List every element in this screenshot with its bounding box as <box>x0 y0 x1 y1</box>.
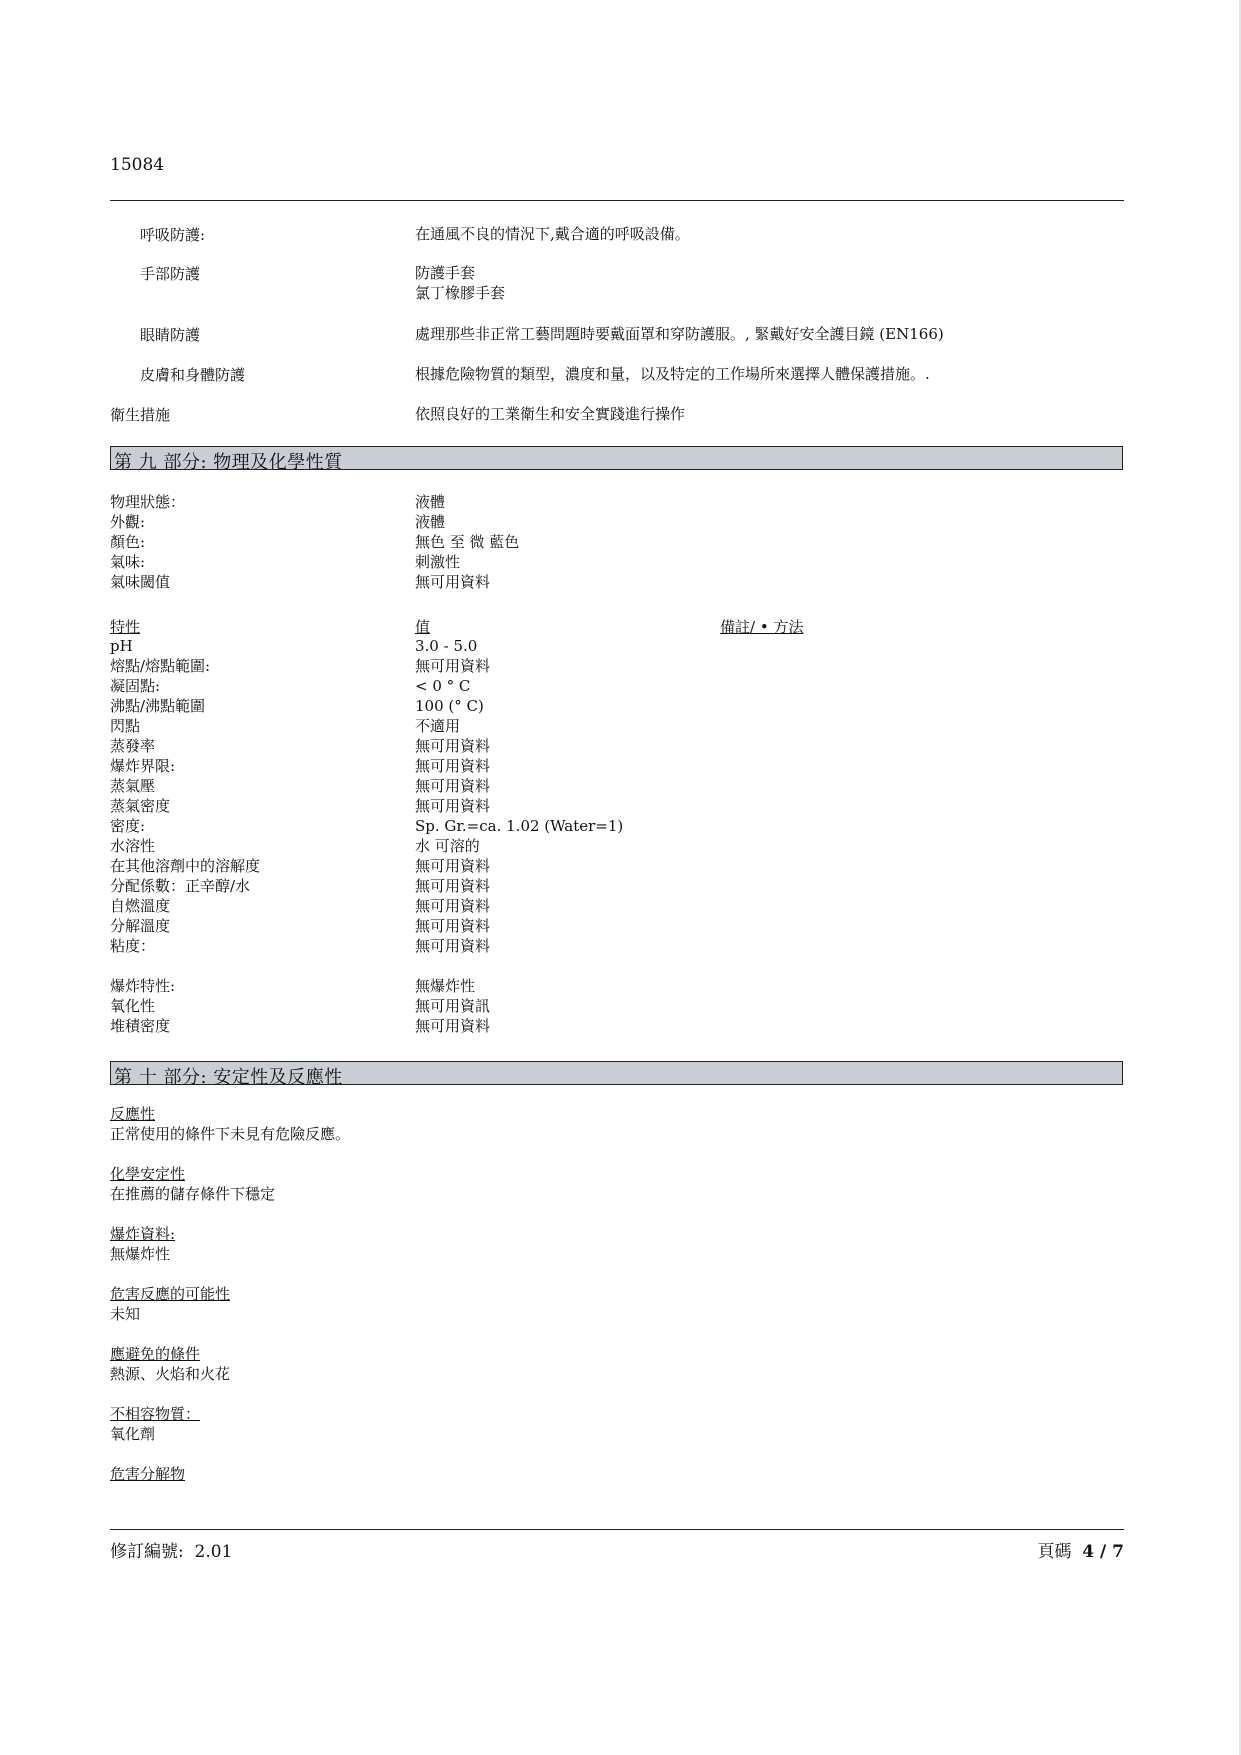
ppe-value: 處理那些非正常工藝問題時要戴面罩和穿防護服。, 緊戴好安全護目鏡 (EN166) <box>415 325 944 343</box>
property-name: 外觀: <box>110 513 146 531</box>
property-name: 蒸氣壓 <box>110 777 156 795</box>
property-value: 無可用資料 <box>415 1017 491 1035</box>
extra-property-row <box>0 976 1241 996</box>
stability-heading: 化學安定性 <box>110 1165 186 1183</box>
section-title: 第 九 部分: 物理及化學性質 <box>114 452 343 473</box>
column-header-value: 值 <box>415 618 431 636</box>
property-row <box>0 756 1241 776</box>
footer-rule <box>110 1529 1124 1530</box>
property-row <box>0 936 1241 956</box>
ppe-row-hand <box>0 263 1241 302</box>
stability-item <box>110 1164 275 1204</box>
property-name: 水溶性 <box>110 837 156 855</box>
basic-property-row <box>0 512 1241 532</box>
stability-heading: 應避免的條件 <box>110 1345 201 1363</box>
ppe-value: 依照良好的工業衛生和安全實踐進行操作 <box>415 405 686 423</box>
property-name: 氣味閾值 <box>110 573 171 591</box>
property-row <box>0 916 1241 936</box>
stability-heading: 反應性 <box>110 1105 156 1123</box>
property-value: 無可用資料 <box>415 657 491 675</box>
ppe-row-eye <box>0 324 1241 348</box>
property-value: 無可用資料 <box>415 777 491 795</box>
property-row <box>0 836 1241 856</box>
ppe-row-hygiene <box>0 404 1241 428</box>
property-value: 無可用資料 <box>415 877 491 895</box>
property-value: 100 (° C) <box>415 697 484 715</box>
property-row <box>0 876 1241 896</box>
property-name: 氧化性 <box>110 997 156 1015</box>
property-name: 爆炸界限: <box>110 757 176 775</box>
property-name: 沸點/沸點範圍 <box>110 697 206 715</box>
property-value: 無可用資料 <box>415 897 491 915</box>
revision-label: 修訂編號: <box>110 1542 184 1562</box>
stability-item <box>110 1104 350 1144</box>
property-row <box>0 636 1241 656</box>
property-value: 液體 <box>415 493 446 511</box>
stability-item <box>110 1224 175 1264</box>
property-name: 分解溫度 <box>110 917 171 935</box>
stability-text: 正常使用的條件下未見有危險反應。 <box>110 1125 351 1143</box>
basic-property-row <box>0 552 1241 572</box>
ppe-label: 眼睛防護 <box>140 326 201 344</box>
property-value: 刺激性 <box>415 553 461 571</box>
property-name: 粘度： <box>110 937 156 955</box>
property-value: 無可用資料 <box>415 573 491 591</box>
property-name: 分配係數：正辛醇/水 <box>110 877 251 895</box>
revision-value: 2.01 <box>194 1542 233 1562</box>
stability-item <box>110 1284 230 1324</box>
stability-text: 未知 <box>110 1305 141 1323</box>
property-row <box>0 696 1241 716</box>
property-value: 無可用資料 <box>415 737 491 755</box>
property-value: 無可用資料 <box>415 937 491 955</box>
stability-heading: 危害分解物 <box>110 1465 186 1483</box>
stability-item <box>110 1464 185 1484</box>
section-9-header <box>110 446 1123 473</box>
ppe-value: 防護手套 <box>415 264 476 282</box>
property-value: 無爆炸性 <box>415 977 476 995</box>
property-name: 閃點 <box>110 717 141 735</box>
property-row <box>0 896 1241 916</box>
stability-text: 在推薦的儲存條件下穩定 <box>110 1185 276 1203</box>
section-10-header <box>110 1061 1123 1088</box>
ppe-value: 根據危險物質的類型，濃度和量，以及特定的工作場所來選擇人體保護措施。. <box>415 365 930 383</box>
document-id: 15084 <box>110 155 165 175</box>
property-value: < 0 ° C <box>415 677 471 695</box>
page-value: 4 / 7 <box>1082 1542 1124 1562</box>
column-header-property: 特性 <box>110 618 141 636</box>
property-row <box>0 716 1241 736</box>
property-row <box>0 856 1241 876</box>
property-value: 無可用資料 <box>415 917 491 935</box>
stability-item <box>110 1344 230 1384</box>
property-row <box>0 796 1241 816</box>
ppe-label: 手部防護 <box>140 265 201 283</box>
property-name: 物理狀態： <box>110 493 186 511</box>
page-number <box>1037 1537 1124 1562</box>
stability-text: 熱源、火焰和火花 <box>110 1365 231 1383</box>
property-name: 爆炸特性: <box>110 977 176 995</box>
stability-text: 氧化劑 <box>110 1425 156 1443</box>
basic-property-row <box>0 492 1241 512</box>
property-name: 顏色: <box>110 533 146 551</box>
ppe-value: 在通風不良的情況下,戴合適的呼吸設備。 <box>415 225 690 243</box>
property-value: 無色 至 微 藍色 <box>415 533 520 551</box>
property-row <box>0 676 1241 696</box>
ppe-label: 呼吸防護: <box>140 226 206 244</box>
property-name: 蒸氣密度 <box>110 797 171 815</box>
stability-heading: 不相容物質： <box>110 1405 201 1423</box>
property-name: 堆積密度 <box>110 1017 171 1035</box>
property-name: 凝固點: <box>110 677 161 695</box>
property-value: 無可用資料 <box>415 857 491 875</box>
property-value: 無可用資訊 <box>415 997 491 1015</box>
basic-property-row <box>0 532 1241 552</box>
property-name: 密度: <box>110 817 146 835</box>
section-title: 第 十 部分: 安定性及反應性 <box>114 1067 343 1088</box>
basic-property-row <box>0 572 1241 592</box>
ppe-row-skin <box>0 364 1241 388</box>
property-name: 氣味: <box>110 553 146 571</box>
stability-heading: 危害反應的可能性 <box>110 1285 231 1303</box>
property-row <box>0 816 1241 836</box>
property-name: pH <box>110 637 133 655</box>
ppe-value: 氯丁橡膠手套 <box>415 284 506 302</box>
stability-text: 無爆炸性 <box>110 1245 171 1263</box>
header-rule <box>110 200 1124 201</box>
ppe-row-respiratory <box>0 224 1241 248</box>
property-value: 無可用資料 <box>415 757 491 775</box>
property-value: Sp. Gr.=ca. 1.02 (Water=1) <box>415 817 624 835</box>
column-header-remarks: 備註/ • 方法 <box>720 618 804 636</box>
ppe-label: 皮膚和身體防護 <box>140 366 246 384</box>
property-row <box>0 776 1241 796</box>
property-value: 不適用 <box>415 717 461 735</box>
property-value: 無可用資料 <box>415 797 491 815</box>
extra-property-row <box>0 996 1241 1016</box>
property-row <box>0 736 1241 756</box>
ppe-label: 衛生措施 <box>110 406 171 424</box>
extra-property-row <box>0 1016 1241 1036</box>
stability-heading: 爆炸資料: <box>110 1225 176 1243</box>
page-label: 頁碼 <box>1037 1542 1072 1562</box>
property-value: 液體 <box>415 513 446 531</box>
property-name: 自燃溫度 <box>110 897 171 915</box>
revision-number <box>110 1537 232 1562</box>
property-name: 在其他溶劑中的溶解度 <box>110 857 261 875</box>
property-value: 3.0 - 5.0 <box>415 637 478 655</box>
property-row <box>0 656 1241 676</box>
stability-item <box>110 1404 200 1444</box>
property-name: 熔點/熔點範圍: <box>110 657 211 675</box>
property-value: 水 可溶的 <box>415 837 480 855</box>
property-name: 蒸發率 <box>110 737 156 755</box>
